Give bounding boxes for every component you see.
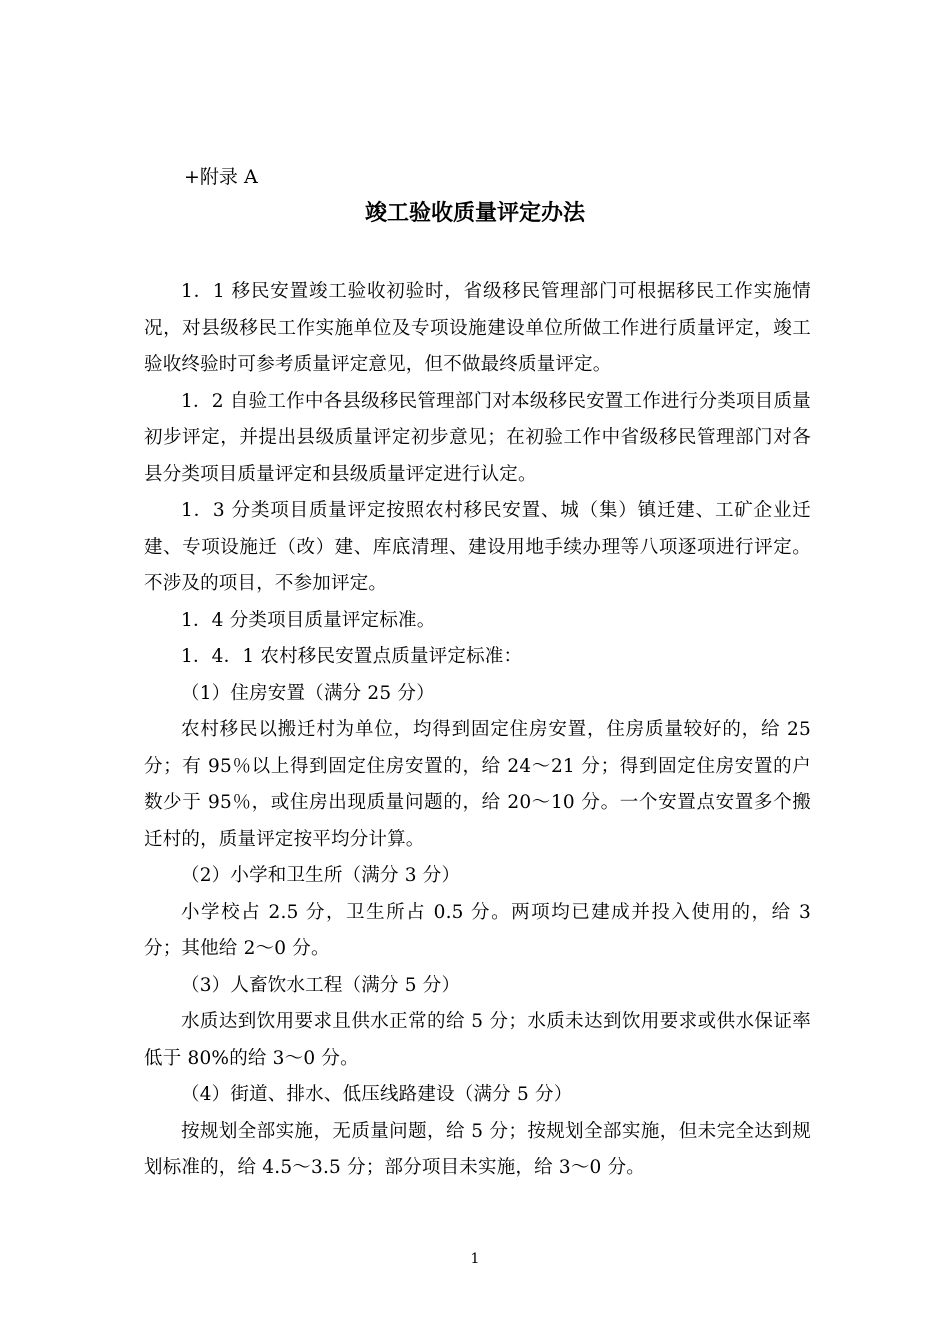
paragraph-1-4-1: 1．4．1 农村移民安置点质量评定标准： xyxy=(181,646,523,667)
document-body xyxy=(144,274,811,1187)
paragraph-1-2: 1．2 自验工作中各县级移民管理部门对本级移民安置工作进行分类项目质量初步评定，并提出县级质量评定初步意见；在初验工作中省级移民管理部门对各县分类项目质量评定和县级质量评定进行认定。 xyxy=(144,390,811,485)
item-school-clinic-text: 小学校占 2.5 分，卫生所占 0.5 分。两项均已建成并投入使用的，给 3 分；其他给 2～0 分。 xyxy=(144,901,811,959)
item-streets-heading: （4）街道、排水、低压线路建设（满分 5 分） xyxy=(181,1084,573,1105)
item-school-clinic-heading: （2）小学和卫生所（满分 3 分） xyxy=(181,865,461,886)
item-water-text: 水质达到饮用要求且供水正常的给 5 分；水质未达到饮用要求或供水保证率低于 80%的给 3～0 分。 xyxy=(144,1011,811,1069)
paragraph-1-4: 1．4 分类项目质量评定标准。 xyxy=(181,609,436,631)
item-housing-text: 农村移民以搬迁村为单位，均得到固定住房安置，住房质量较好的，给 25 分；有 95％以上得到固定住房安置的，给 24～21 分；得到固定住房安置的户数少于 95％，或住房出现质量问题的，给 20～10 分。一个安置点安置多个搬迁村的，质量评定按平均分计算。 xyxy=(144,719,811,850)
page-number: 1 xyxy=(470,1251,480,1267)
paragraph-1-1: 1．1 移民安置竣工验收初验时，省级移民管理部门可根据移民工作实施情况，对县级移民工作实施单位及专项设施建设单位所做工作进行质量评定，竣工验收终验时可参考质量评定意见，但不做最终质量评定。 xyxy=(144,281,811,375)
paragraph-1-3: 1．3 分类项目质量评定按照农村移民安置、城（集）镇迁建、工矿企业迁建、专项设施迁（改）建、库底清理、建设用地手续办理等八项逐项进行评定。不涉及的项目，不参加评定。 xyxy=(144,500,811,594)
item-streets-text: 按规划全部实施，无质量问题，给 5 分；按规划全部实施，但未完全达到规划标准的，给 4.5～3.5 分；部分项目未实施，给 3～0 分。 xyxy=(144,1120,811,1178)
item-water-heading: （3）人畜饮水工程（满分 5 分） xyxy=(181,974,461,996)
item-housing-heading: （1）住房安置（满分 25 分） xyxy=(181,682,435,704)
document-title: 竣工验收质量评定办法 xyxy=(364,201,585,226)
appendix-label: +附录 A xyxy=(184,166,258,188)
